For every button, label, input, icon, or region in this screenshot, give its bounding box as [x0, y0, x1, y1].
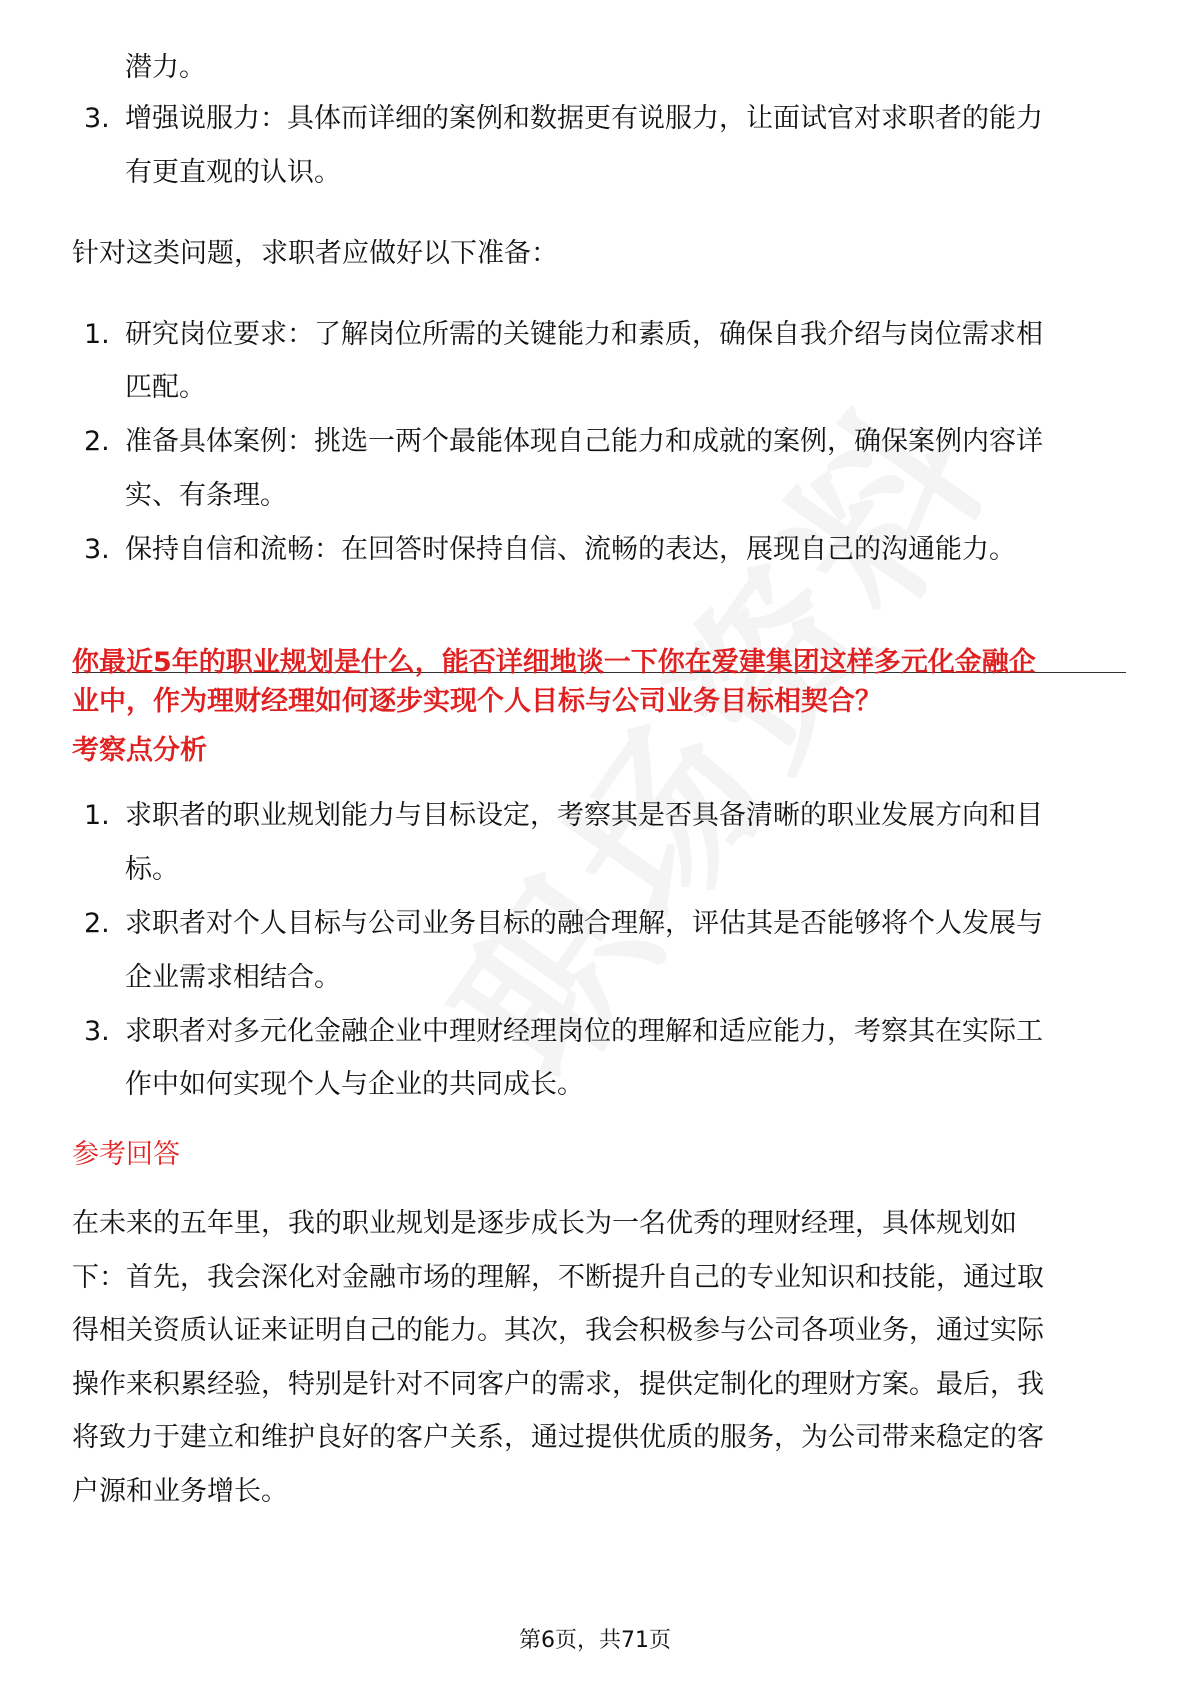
- list-item-text: 研究岗位要求：了解岗位所需的关键能力和素质，确保自我介绍与岗位需求相: [125, 319, 1043, 350]
- paragraph: 针对这类问题，求职者应做好以下准备：: [72, 238, 558, 269]
- list-number: 2.: [84, 908, 110, 939]
- list-item-text: 求职者对个人目标与公司业务目标的融合理解，评估其是否能够将个人发展与: [125, 908, 1043, 939]
- list-number: 3.: [84, 1016, 110, 1047]
- list-item-text: 实、有条理。: [125, 480, 287, 511]
- list-number: 1.: [84, 319, 110, 350]
- answer-line: 得相关资质认证来证明自己的能力。其次，我会积极参与公司各项业务，通过实际: [72, 1315, 1044, 1346]
- list-number: 2.: [84, 426, 110, 457]
- answer-heading: 参考回答: [72, 1139, 180, 1170]
- answer-line: 在未来的五年里，我的职业规划是逐步成长为一名优秀的理财经理，具体规划如: [72, 1208, 1017, 1239]
- list-item-text: 匹配。: [125, 372, 206, 403]
- list-item-text: 企业需求相结合。: [125, 962, 341, 993]
- list-number: 3.: [84, 534, 110, 565]
- answer-line: 下：首先，我会深化对金融市场的理解，不断提升自己的专业知识和技能，通过取: [72, 1262, 1044, 1293]
- list-number: 3.: [84, 103, 110, 134]
- question-title: 你最近5年的职业规划是什么，能否详细地谈一下你在爱建集团这样多元化金融企: [72, 647, 1036, 678]
- answer-line: 将致力于建立和维护良好的客户关系，通过提供优质的服务，为公司带来稳定的客: [72, 1422, 1044, 1453]
- question-title: 业中，作为理财经理如何逐步实现个人目标与公司业务目标相契合？: [72, 686, 882, 717]
- list-number: 1.: [84, 800, 110, 831]
- list-continuation: 潜力。: [125, 52, 206, 83]
- list-item-text: 有更直观的认识。: [125, 157, 341, 188]
- answer-line: 户源和业务增长。: [72, 1476, 288, 1507]
- list-item-text: 作中如何实现个人与企业的共同成长。: [125, 1069, 584, 1100]
- list-item-text: 求职者的职业规划能力与目标设定，考察其是否具备清晰的职业发展方向和目: [125, 800, 1043, 831]
- analysis-heading: 考察点分析: [72, 735, 207, 766]
- list-item-text: 标。: [125, 854, 179, 885]
- answer-line: 操作来积累经验，特别是针对不同客户的需求，提供定制化的理财方案。最后，我: [72, 1369, 1044, 1400]
- list-item-text: 保持自信和流畅：在回答时保持自信、流畅的表达，展现自己的沟通能力。: [125, 534, 1016, 565]
- list-item-text: 准备具体案例：挑选一两个最能体现自己能力和成就的案例，确保案例内容详: [125, 426, 1043, 457]
- list-item-text: 求职者对多元化金融企业中理财经理岗位的理解和适应能力，考察其在实际工: [125, 1016, 1043, 1047]
- page-number: 第6页，共71页: [519, 1628, 671, 1653]
- list-item-text: 增强说服力：具体而详细的案例和数据更有说服力，让面试官对求职者的能力: [125, 103, 1043, 134]
